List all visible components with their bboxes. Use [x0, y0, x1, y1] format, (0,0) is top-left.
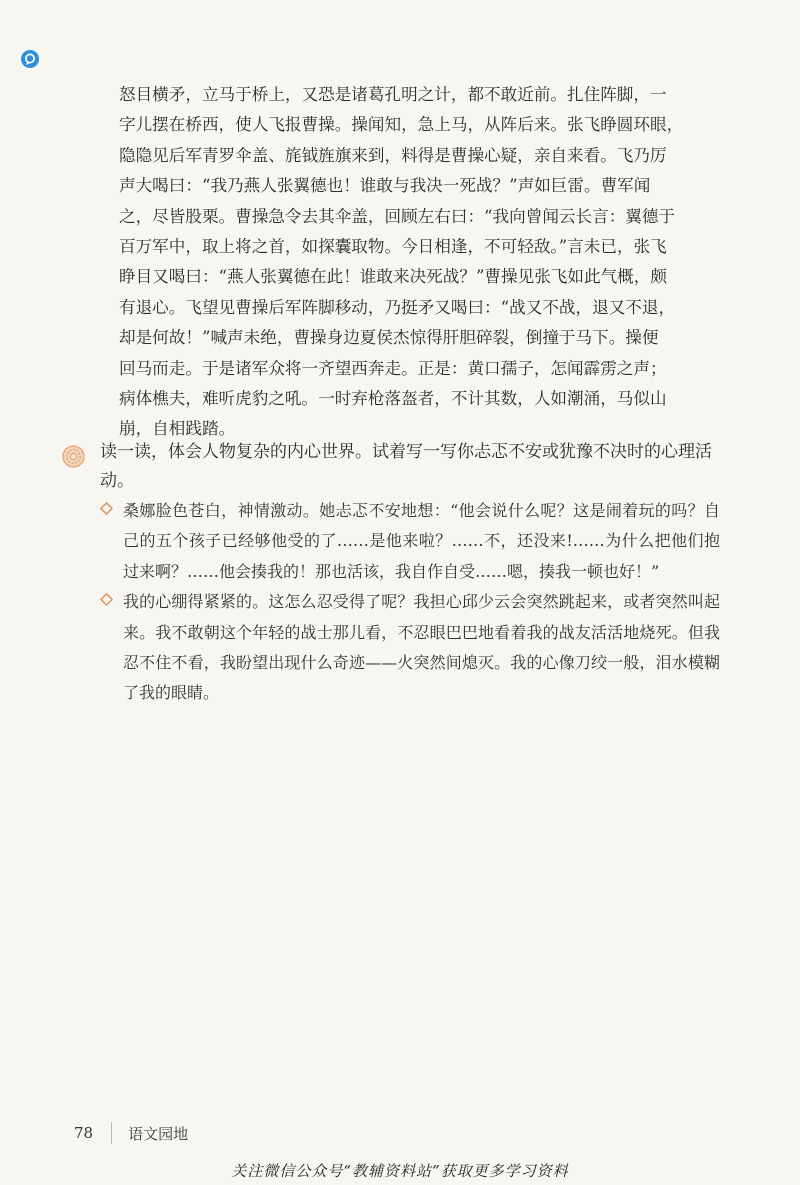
story-passage	[119, 80, 719, 445]
section-name: 语文园地	[128, 1124, 189, 1143]
story-line: 有退心。飞望见曹操后军阵脚移动，乃挺矛又喝曰：“战又不战，退又不退，	[119, 297, 676, 317]
page-footer	[74, 1122, 188, 1144]
flower-bullet-icon	[62, 445, 85, 468]
task-instruction: 读一读，体会人物复杂的内心世界。试着写一写你忐忑不安或犹豫不决时的心理活动。	[100, 442, 712, 491]
example-item	[100, 587, 720, 709]
story-line: 回马而走。于是诸军众将一齐望西奔走。正是：黄口孺子，怎闻霹雳之声；	[119, 358, 667, 378]
story-line: 之，尽皆股栗。曹操急令去其伞盖，回顾左右曰：“我向曾闻云长言：翼德于	[119, 206, 676, 226]
story-line: 声大喝曰：“我乃燕人张翼德也！谁敢与我决一死战？”声如巨雷。曹军闻	[119, 176, 651, 196]
watermark-text: 关注微信公众号“教辅资料站”获取更多学习资料	[231, 1162, 569, 1180]
story-line: 怒目横矛，立马于桥上，又恐是诸葛孔明之计，都不敢近前。扎住阵脚，一	[119, 85, 667, 104]
example-item	[100, 496, 720, 587]
example-text: 桑娜脸色苍白，神情激动。她忐忑不安地想：“他会说什么呢？这是闹着玩的吗？自己的五个孩子已经够他受的了……是他来啦？……不，还没来!……为什么把他们抱过来啊？……他会揍我的！那也活该，我自作自受……嗯，揍我一顿也好！”	[123, 501, 720, 581]
exercise-task	[62, 438, 722, 496]
story-line: 却是何故！”喊声未绝，曹操身边夏侯杰惊得肝胆碎裂，倒撞于马下。操便	[119, 328, 659, 348]
page-number: 78	[74, 1124, 94, 1142]
story-line: 字儿摆在桥西，使人飞报曹操。操闻知，急上马，从阵后来。张飞睁圆环眼，	[119, 115, 684, 135]
story-line: 崩，自相践踏。	[119, 419, 236, 439]
diamond-bullet-icon	[100, 593, 113, 606]
diamond-bullet-icon	[100, 502, 113, 515]
example-text: 我的心绷得紧紧的。这怎么忍受得了呢？我担心邱少云会突然跳起来，或者突然叫起来。我不敢朝这个年轻的战士那儿看，不忍眼巴巴地看着我的战友活活地烧死。但我忍不住不看，我盼望出现什么奇迹——火突然间熄灭。我的心像刀绞一般，泪水模糊了我的眼睛。	[123, 592, 720, 703]
footer-divider	[111, 1122, 112, 1144]
story-line: 睁目又喝曰：“燕人张翼德在此！谁敢来决死战？”曹操见张飞如此气概，颇	[119, 267, 667, 287]
example-list	[100, 496, 720, 709]
story-line: 病体樵夫，难听虎豹之吼。一时弃枪落盔者，不计其数，人如潮涌，马似山	[119, 389, 667, 409]
story-line: 隐隐见后军青罗伞盖、旄钺旌旗来到，料得是曹操心疑，亲自来看。飞乃厉	[119, 145, 667, 165]
speech-bubble-icon[interactable]	[20, 49, 40, 69]
story-line: 百万军中，取上将之首，如探囊取物。今日相逢，不可轻敌。”言未已，张飞	[119, 237, 667, 257]
